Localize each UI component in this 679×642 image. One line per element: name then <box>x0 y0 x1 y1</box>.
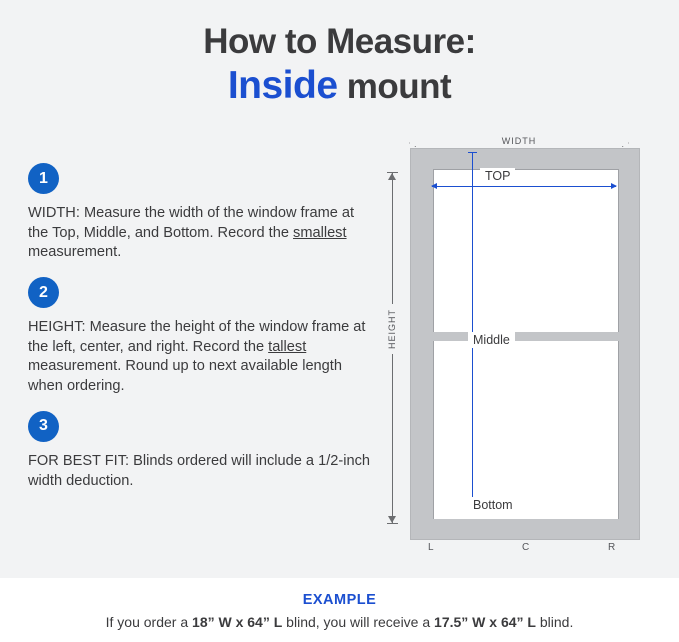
step-2-text-after: measurement. Round up to next available length when ordering. <box>28 358 342 395</box>
step-3-label: FOR BEST FIT: <box>28 452 130 469</box>
step-1-text-after: measurement. <box>28 244 122 261</box>
step-1-badge: 1 <box>28 163 59 194</box>
window-sash-divider <box>433 332 619 341</box>
height-measure-line <box>472 152 473 504</box>
width-dimension-label: WIDTH <box>410 136 628 146</box>
title-line-2 <box>0 62 679 111</box>
height-arrow-head-down-icon <box>388 516 396 523</box>
window-glass <box>433 169 619 521</box>
width-measure-arrow-left-icon <box>431 183 437 189</box>
step-2-text-before: Measure the height of the window frame at the left, center, and right. Record the <box>28 319 366 355</box>
label-top: TOP <box>480 168 515 184</box>
step-1-emphasis: smallest <box>293 224 347 241</box>
step-2-text <box>28 318 373 397</box>
window-sill <box>411 519 639 539</box>
example-title: EXAMPLE <box>302 592 377 608</box>
column-labels <box>410 542 638 556</box>
step-3-text <box>28 452 373 491</box>
step-2 <box>28 277 373 397</box>
column-label-center: C <box>522 542 530 553</box>
step-1 <box>28 163 373 263</box>
height-arrow-head-up-icon <box>388 173 396 180</box>
height-measure-cap-top <box>468 152 477 153</box>
example-order-size: 18” W x 64” L <box>192 614 283 630</box>
example-text-3: blind. <box>535 614 574 630</box>
example-text <box>0 614 679 630</box>
example-footer <box>0 578 679 642</box>
steps-list <box>28 163 373 505</box>
height-dimension-label: HEIGHT <box>385 304 399 354</box>
label-bottom: Bottom <box>468 497 518 513</box>
window-frame <box>410 148 640 540</box>
example-text-1: If you order a <box>105 614 193 630</box>
column-label-left: L <box>428 542 434 553</box>
label-middle: Middle <box>468 332 515 348</box>
step-2-emphasis: tallest <box>268 338 307 355</box>
height-arrow-cap-bottom <box>387 523 398 524</box>
column-label-right: R <box>608 542 616 553</box>
width-measure-arrow-right-icon <box>611 183 617 189</box>
step-2-label: HEIGHT: <box>28 319 86 336</box>
title-accent-word: Inside <box>227 64 338 108</box>
step-3 <box>28 411 373 491</box>
step-1-text-before: Measure the width of the window frame at the Top, Middle, and Bottom. Record the <box>28 205 355 241</box>
step-3-text-before: Blinds ordered will include a 1/2-inch width deduction. <box>28 452 371 489</box>
example-text-2: blind, you will receive a <box>282 614 435 630</box>
title-suffix-word: mount <box>337 67 452 107</box>
page-title <box>0 22 679 111</box>
step-1-label: WIDTH: <box>28 205 80 221</box>
title-line-1: How to Measure: <box>203 22 476 61</box>
example-received-size: 17.5” W x 64” L <box>434 614 536 630</box>
height-dimension-arrow <box>385 172 399 524</box>
width-measure-line <box>432 186 616 187</box>
step-1-text <box>28 204 373 263</box>
step-3-badge: 3 <box>28 411 59 442</box>
window-diagram <box>380 130 660 560</box>
step-2-badge: 2 <box>28 277 59 308</box>
